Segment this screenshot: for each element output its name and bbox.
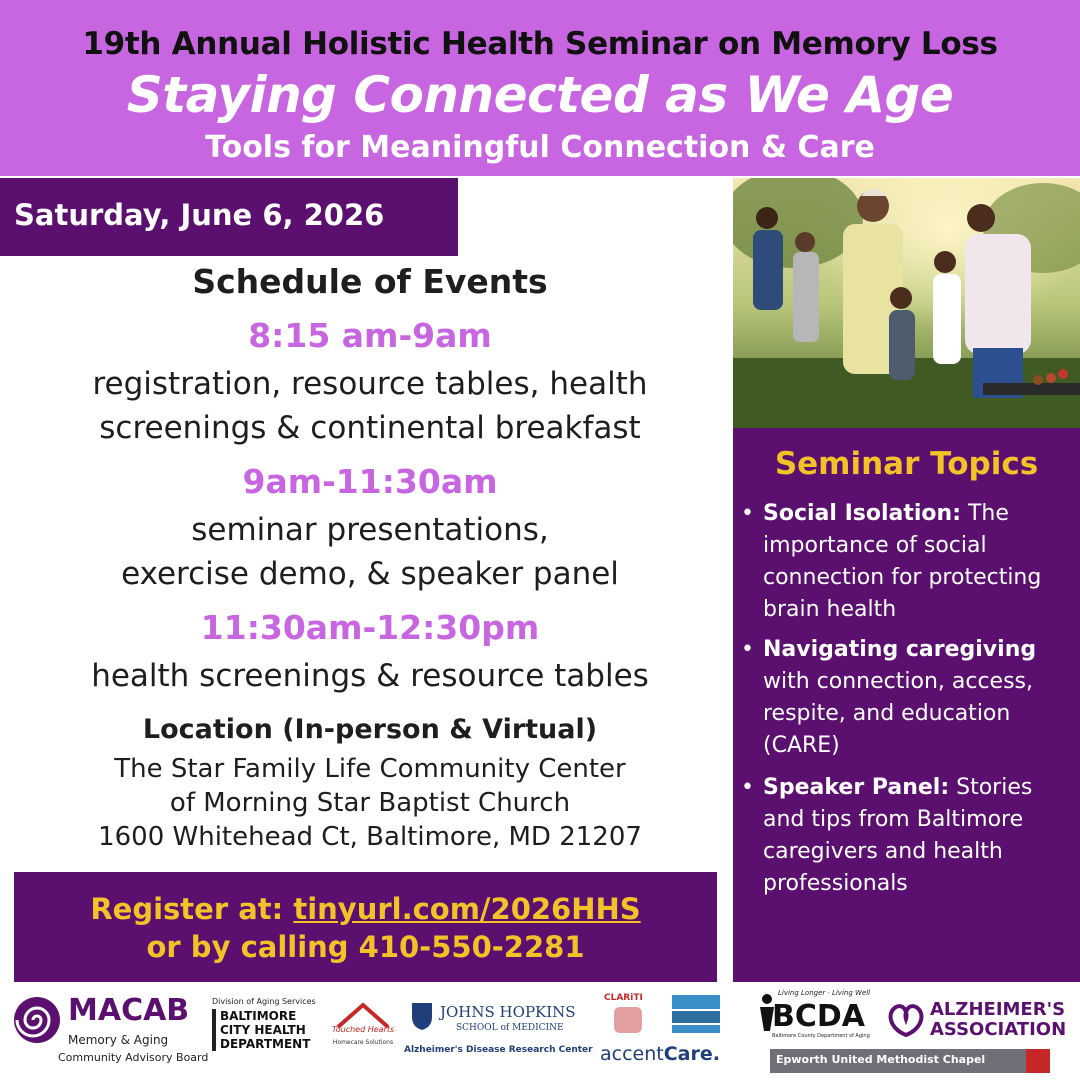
event-date: Saturday, June 6, 2026 xyxy=(14,198,385,232)
care-part: Care. xyxy=(663,1043,720,1065)
schedule-time-2: 9am-11:30am xyxy=(242,462,498,501)
alz-symbol-icon xyxy=(884,999,928,1039)
schedule-heading: Schedule of Events xyxy=(192,262,548,301)
cross-flame-icon xyxy=(1026,1049,1050,1073)
topic-2-text: with connection, access, respite, and education (CARE) xyxy=(763,669,1033,758)
bcda-sub: Baltimore County Department of Aging xyxy=(772,1033,870,1039)
register-link[interactable]: tinyurl.com/2026HHS xyxy=(293,892,641,926)
bullet-icon: • xyxy=(741,637,754,662)
mind-logo-block-2 xyxy=(672,1011,720,1023)
date-box xyxy=(0,178,458,256)
family-photo xyxy=(733,178,1080,428)
touched-hearts-logo xyxy=(330,1001,396,1061)
jh-line1: JOHNS HOPKINS xyxy=(440,1003,576,1021)
schedule-desc-1a: registration, resource tables, health xyxy=(92,366,648,402)
schedule-desc-3a: health screenings & resource tables xyxy=(91,658,649,694)
register-prefix: Register at: xyxy=(90,892,294,926)
shield-icon xyxy=(410,1001,434,1031)
bchd-line1: BALTIMORE xyxy=(220,1009,297,1023)
mind-logo-block-3 xyxy=(672,1025,720,1033)
jh-line2: SCHOOL of MEDICINE xyxy=(456,1023,564,1033)
clariti-accentcare-logos xyxy=(600,993,732,1073)
bchd-line3: DEPARTMENT xyxy=(220,1037,311,1051)
register-line xyxy=(14,892,717,926)
macab-name: MACAB xyxy=(68,993,190,1028)
topic-2-bold: Navigating caregiving xyxy=(763,637,1037,662)
seminar-topics-panel xyxy=(733,428,1080,982)
bcda-tag: Living Longer · Living Well xyxy=(778,989,871,997)
event-theme: Staying Connected as We Age xyxy=(126,66,954,124)
alz-line1: ALZHEIMER'S xyxy=(930,999,1066,1020)
epworth-logo xyxy=(770,1049,1050,1073)
bchd-bar xyxy=(212,1009,216,1051)
schedule-desc-2b: exercise demo, & speaker panel xyxy=(121,556,619,592)
topic-1-text: The importance of social connection for protecting brain health xyxy=(763,501,1042,622)
topic-3-text: Stories and tips from Baltimore caregivers and health professionals xyxy=(763,775,1033,896)
accent-part: accent xyxy=(600,1043,664,1065)
alz-line2: ASSOCIATION xyxy=(930,1019,1067,1040)
register-box xyxy=(14,872,717,982)
bullet-icon: • xyxy=(741,775,754,800)
touched-sub: Homecare Solutions xyxy=(332,1039,394,1046)
macab-sub1: Memory & Aging xyxy=(68,1033,169,1047)
topic-3-bold: Speaker Panel: xyxy=(763,775,950,800)
mind-logo-block-1 xyxy=(672,995,720,1009)
spiral-icon xyxy=(12,995,62,1045)
event-title: 19th Annual Holistic Health Seminar on Memory Loss xyxy=(82,26,998,62)
location-line-2: of Morning Star Baptist Church xyxy=(169,788,571,818)
event-subtitle: Tools for Meaningful Connection & Care xyxy=(205,130,875,165)
bchd-logo xyxy=(212,997,322,1067)
sponsor-logos xyxy=(0,985,1080,1080)
schedule-time-1: 8:15 am-9am xyxy=(248,316,492,355)
schedule-desc-2a: seminar presentations, xyxy=(191,512,549,548)
location-heading: Location (In-person & Virtual) xyxy=(142,714,598,745)
topic-item-1 xyxy=(741,498,1068,626)
location-line-3: 1600 Whitehead Ct, Baltimore, MD 21207 xyxy=(98,822,642,852)
bcda-name: BCDA xyxy=(772,999,866,1034)
topic-1-bold: Social Isolation: xyxy=(763,501,961,526)
bcda-logo xyxy=(756,989,880,1045)
bullet-icon: • xyxy=(741,501,754,526)
location-line-1: The Star Family Life Community Center xyxy=(114,754,626,784)
bchd-line2: CITY HEALTH xyxy=(220,1023,306,1037)
topic-item-2 xyxy=(741,634,1068,762)
johns-hopkins-logo xyxy=(404,999,594,1069)
macab-sub2: Community Advisory Board xyxy=(58,1051,209,1064)
topics-title: Seminar Topics xyxy=(774,446,1039,482)
accentcare-logo xyxy=(600,1043,720,1065)
brain-icon xyxy=(614,1007,642,1033)
macab-logo xyxy=(12,991,209,1071)
epworth-name: Epworth United Methodist Chapel xyxy=(776,1053,986,1066)
bchd-top: Division of Aging Services xyxy=(212,997,316,1006)
topic-item-3 xyxy=(741,772,1068,900)
alzheimers-association-logo xyxy=(884,999,1074,1043)
touched-name: Touched Hearts xyxy=(331,1025,395,1034)
schedule-desc-1b: screenings & continental breakfast xyxy=(99,410,641,446)
clariti-name: CLARiTI xyxy=(604,993,643,1003)
jh-line3: Alzheimer's Disease Research Center xyxy=(404,1045,593,1055)
schedule-time-3: 11:30am-12:30pm xyxy=(200,608,540,647)
register-phone: or by calling 410-550-2281 xyxy=(146,930,585,964)
